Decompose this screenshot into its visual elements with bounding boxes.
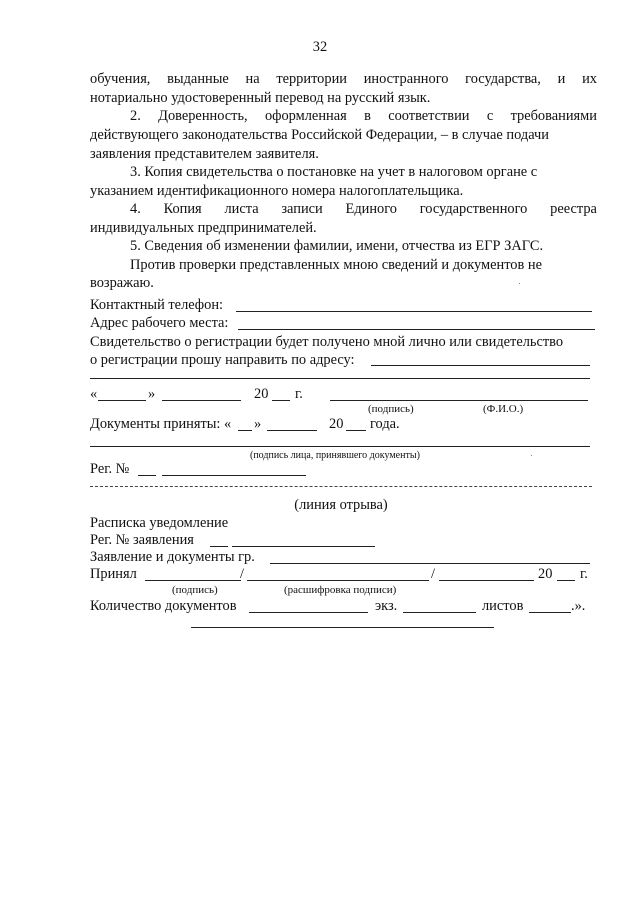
- paragraph-1-word: государства,: [465, 71, 541, 87]
- certificate-line-1: Свидетельство о регистрации будет получено мной лично или свидетельство: [90, 334, 564, 350]
- receipt-year-field[interactable]: [557, 580, 575, 581]
- signature-caption: (подпись): [368, 403, 414, 415]
- reg-number-field[interactable]: [162, 475, 306, 476]
- date-close-quote: »: [148, 386, 156, 402]
- paragraph-1-word: территории: [276, 71, 347, 87]
- paragraph-2-word: Доверенность,: [158, 108, 248, 124]
- paragraph-3-line-2: указанием идентификационного номера налогоплательщика.: [90, 183, 464, 199]
- date-year-field[interactable]: [272, 400, 290, 401]
- receipt-reg-prefix-field[interactable]: [210, 546, 228, 547]
- signature-fio-field[interactable]: [330, 400, 588, 401]
- end-rule: [191, 627, 494, 628]
- paragraph-1-word: и: [557, 71, 566, 87]
- receipt-decode-caption: (расшифровка подписи): [284, 584, 397, 596]
- delivery-address-field[interactable]: [371, 365, 590, 366]
- consent-line-1: Против проверки представленных мною сведений и документов не: [130, 257, 542, 273]
- acceptor-signature-field[interactable]: [90, 446, 590, 447]
- reg-number-prefix-field[interactable]: [138, 475, 156, 476]
- paragraph-2-word: 2.: [130, 108, 141, 124]
- receipt-reg-label: Рег. № заявления: [90, 532, 194, 548]
- work-address-field[interactable]: [238, 329, 595, 330]
- receipt-decode-field[interactable]: [247, 580, 429, 581]
- paragraph-4-word: Копия: [163, 201, 202, 217]
- contact-phone-field[interactable]: [236, 311, 592, 312]
- docs-accepted-year-field[interactable]: [346, 430, 366, 431]
- tear-line-label: (линия отрыва): [294, 497, 388, 513]
- paragraph-2-word: соответствии: [388, 108, 470, 124]
- receipt-reg-field[interactable]: [232, 546, 375, 547]
- page-number: 32: [312, 39, 328, 55]
- receipt-end-mark: .».: [571, 598, 586, 614]
- receipt-copies-field[interactable]: [403, 612, 476, 613]
- paragraph-4-word: реестра: [550, 201, 597, 217]
- reg-number-label: Рег. №: [90, 461, 130, 477]
- paragraph-2-word: с: [486, 108, 494, 124]
- docs-accepted-month-field[interactable]: [267, 430, 317, 431]
- delivery-address-field-2[interactable]: [90, 378, 590, 379]
- receipt-count-field[interactable]: [249, 612, 368, 613]
- work-address-label: Адрес рабочего места:: [90, 315, 229, 331]
- paragraph-2-line-3: заявления представителем заявителя.: [90, 146, 319, 162]
- receipt-copies-label: экз.: [375, 598, 398, 614]
- fio-caption: (Ф.И.О.): [483, 403, 524, 415]
- receipt-sheets-field[interactable]: [529, 612, 571, 613]
- consent-line-2: возражаю.: [90, 275, 154, 291]
- acceptor-signature-caption: (подпись лица, принявшего документы): [250, 450, 420, 461]
- scan-speck: [519, 283, 520, 284]
- receipt-year-prefix: 20: [538, 566, 553, 582]
- receipt-sheets-label: листов: [482, 598, 524, 614]
- receipt-slash-1: /: [240, 566, 244, 582]
- paragraph-4-word: Единого: [345, 201, 397, 217]
- paragraph-1-word: обучения,: [90, 71, 151, 87]
- receipt-signature-field[interactable]: [145, 580, 241, 581]
- paragraph-2-word: в: [364, 108, 371, 124]
- tear-line: [90, 486, 592, 487]
- docs-accepted-label: Документы приняты: «: [90, 416, 232, 432]
- contact-phone-label: Контактный телефон:: [90, 297, 224, 313]
- receipt-applicant-field[interactable]: [270, 563, 590, 564]
- paragraph-2-line-1: [130, 107, 597, 125]
- paragraph-4-word: 4.: [130, 201, 141, 217]
- receipt-count-label: Количество документов: [90, 598, 237, 614]
- date-open-quote: «: [90, 386, 98, 402]
- scan-speck-2: [531, 455, 532, 456]
- paragraph-3-line-1: 3. Копия свидетельства о постановке на учет в налоговом органе с: [130, 164, 538, 180]
- paragraph-1-word: их: [582, 71, 597, 87]
- date-year-prefix: 20: [254, 386, 269, 402]
- receipt-accepted-label: Принял: [90, 566, 137, 582]
- paragraph-1-word: выданные: [167, 71, 229, 87]
- paragraph-1-line-2: нотариально удостоверенный перевод на русский язык.: [90, 90, 431, 106]
- certificate-line-2: о регистрации прошу направить по адресу:: [90, 352, 355, 368]
- paragraph-4-line-1: [130, 200, 597, 218]
- receipt-slash-2: /: [431, 566, 435, 582]
- date-day-field[interactable]: [98, 400, 146, 401]
- paragraph-4-line-2: индивидуальных предпринимателей.: [90, 220, 317, 236]
- paragraph-1-line-1: [90, 70, 597, 88]
- paragraph-4-word: листа: [224, 201, 259, 217]
- docs-accepted-mid: »: [254, 416, 262, 432]
- paragraph-2-line-2: действующего законодательства Российской Федерации, – в случае подачи: [90, 127, 549, 143]
- docs-accepted-year-suffix: года.: [370, 416, 400, 432]
- date-year-suffix: г.: [295, 386, 303, 402]
- paragraph-1-word: иностранного: [363, 71, 449, 87]
- paragraph-5: 5. Сведения об изменении фамилии, имени, отчества из ЕГР ЗАГС.: [130, 238, 544, 254]
- docs-accepted-year-prefix: 20: [329, 416, 344, 432]
- receipt-docs-label: Заявление и документы гр.: [90, 549, 255, 565]
- receipt-signature-caption: (подпись): [172, 584, 218, 596]
- receipt-title: Расписка уведомление: [90, 515, 229, 531]
- paragraph-4-word: государственного: [419, 201, 528, 217]
- paragraph-2-word: оформленная: [264, 108, 347, 124]
- docs-accepted-day-field[interactable]: [238, 430, 252, 431]
- date-month-field[interactable]: [162, 400, 241, 401]
- receipt-year-suffix: г.: [580, 566, 588, 582]
- paragraph-1-word: на: [245, 71, 260, 87]
- paragraph-2-word: требованиями: [510, 108, 597, 124]
- paragraph-4-word: записи: [281, 201, 323, 217]
- receipt-date-field[interactable]: [439, 580, 534, 581]
